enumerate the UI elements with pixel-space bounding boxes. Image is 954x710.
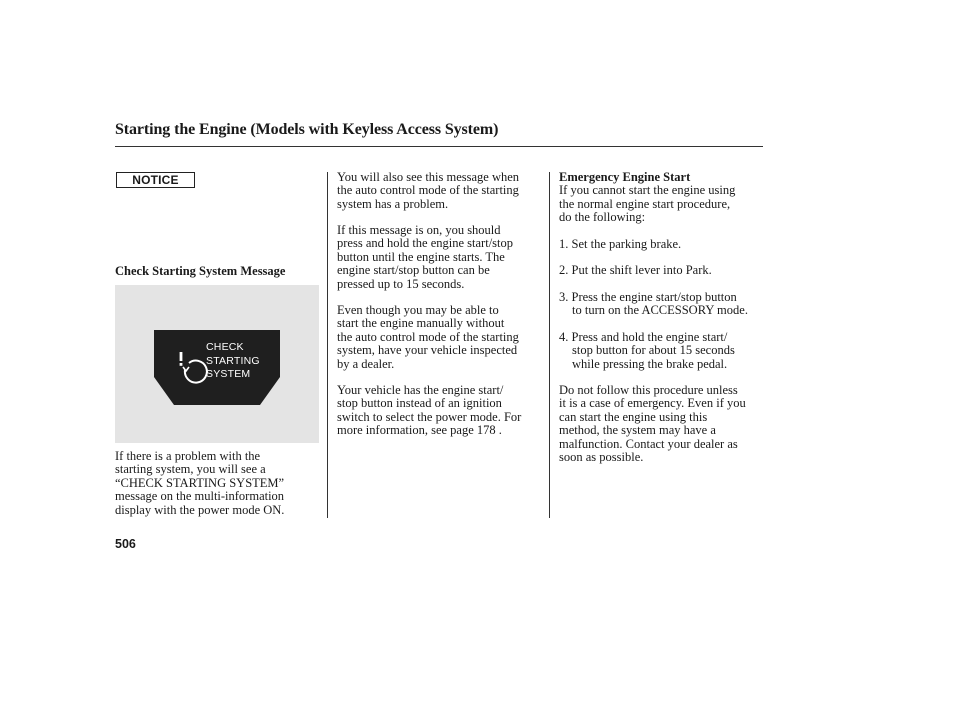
text-line: more information, see page 178 . [337, 423, 502, 438]
step-1 [559, 238, 681, 251]
page-number: 506 [115, 537, 136, 551]
display-message-line: CHECK [206, 341, 244, 353]
page-title: Starting the Engine (Models with Keyless Access System) [115, 121, 499, 138]
text-line: while pressing the brake pedal. [572, 356, 728, 371]
text-line: it is a case of emergency. Even if you [559, 396, 746, 411]
text-line: button until the engine starts. The [337, 249, 505, 264]
manual-start-paragraph [337, 304, 519, 371]
emergency-start-heading: Emergency Engine Start [559, 170, 691, 184]
text-line: malfunction. Contact your dealer as [559, 436, 738, 451]
text-line: the auto control mode of the starting [337, 183, 519, 198]
text-line: the auto control mode of the starting [337, 329, 519, 344]
text-line: switch to select the power mode. For [337, 409, 522, 424]
text-line: Do not follow this procedure unless [559, 383, 738, 397]
text-line: soon as possible. [559, 450, 644, 465]
step-3 [559, 291, 748, 318]
text-line: If this message is on, you should [337, 223, 501, 237]
text-line: “CHECK STARTING SYSTEM” [115, 475, 285, 490]
text-line: system has a problem. [337, 196, 449, 211]
text-line: display with the power mode ON. [115, 502, 285, 517]
text-line: system, have your vehicle inspected [337, 343, 518, 358]
display-message-line: SYSTEM [206, 368, 251, 380]
text-line: Your vehicle has the engine start/ [337, 383, 504, 397]
text-line: press and hold the engine start/stop [337, 236, 514, 251]
emergency-warning-paragraph [559, 384, 746, 464]
title-divider [115, 146, 763, 147]
text-line: engine start/stop button can be [337, 263, 490, 278]
check-starting-system-heading: Check Starting System Message [115, 264, 286, 278]
step-2 [559, 264, 712, 277]
text-line: 3. Press the engine start/stop button [559, 290, 737, 304]
text-line: method, the system may have a [559, 423, 716, 438]
column-divider-2 [549, 172, 550, 518]
power-mode-paragraph [337, 384, 521, 438]
text-line: stop button instead of an ignition [337, 396, 502, 411]
emergency-start-section [559, 171, 735, 225]
step-4 [559, 331, 735, 371]
text-line: stop button for about 15 seconds [572, 343, 735, 358]
display-illustration [115, 285, 319, 443]
check-system-paragraph [115, 450, 284, 517]
text-line: do the following: [559, 210, 646, 225]
display-message-line: STARTING [206, 354, 260, 367]
text-line: You will also see this message when [337, 170, 520, 184]
text-line: 1. Set the parking brake. [559, 237, 682, 251]
text-line: by a dealer. [337, 356, 395, 371]
display-message [206, 341, 260, 382]
auto-control-paragraph [337, 171, 519, 211]
text-line: 2. Put the shift lever into Park. [559, 263, 712, 277]
text-line: the normal engine start procedure, [559, 196, 731, 211]
text-line: to turn on the ACCESSORY mode. [572, 303, 748, 318]
press-hold-paragraph [337, 224, 513, 291]
text-line: message on the multi-information [115, 489, 285, 504]
text-line: If there is a problem with the [115, 449, 261, 463]
text-line: Even though you may be able to [337, 303, 499, 317]
text-line: 4. Press and hold the engine start/ [559, 330, 728, 344]
text-line: starting system, you will see a [115, 462, 266, 477]
notice-label: NOTICE [116, 172, 195, 188]
text-line: can start the engine using this [559, 409, 708, 424]
text-line: If you cannot start the engine using [559, 183, 736, 198]
text-line: start the engine manually without [337, 316, 505, 331]
column-divider-1 [327, 172, 328, 518]
text-line: pressed up to 15 seconds. [337, 276, 465, 291]
